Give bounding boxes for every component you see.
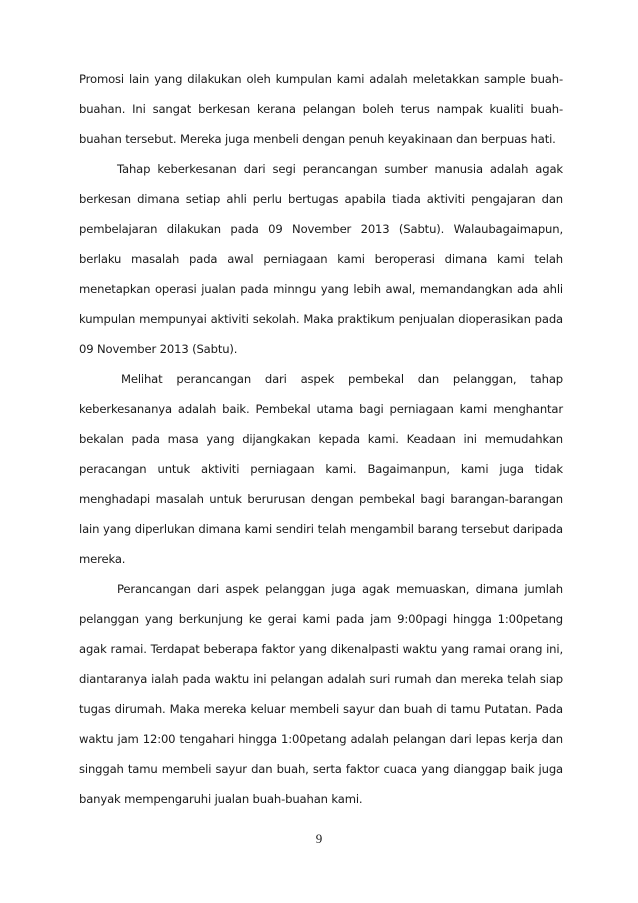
body-text	[79, 64, 563, 814]
paragraph-human-resources: Tahap keberkesanan dari segi perancangan sumber manusia adalah agak berkesan dimana setiap ahli perlu bertugas apabila tiada aktiviti pengajaran dan pembelajaran dilakukan pada 09 November 2013 (Sabtu). Walaubagaimapun, berlaku masalah pada awal perniagaan kami beroperasi dimana kami telah menetapkan operasi jualan pada minngu yang lebih awal, memandangkan ada ahli kumpulan mempunyai aktiviti sekolah. Maka praktikum penjualan dioperasikan pada 09 November 2013 (Sabtu).	[79, 162, 563, 356]
paragraph-suppliers: Melihat perancangan dari aspek pembekal dan pelanggan, tahap keberkesananya adalah baik. Pembekal utama bagi perniagaan kami menghantar bekalan pada masa yang dijangkakan kepada kami. Keadaan ini memudahkan peracangan untuk aktiviti perniagaan kami. Bagaimanpun, kami juga tidak menghadapi masalah untuk berurusan dengan pembekal bagi barangan-barangan lain yang diperlukan dimana kami sendiri telah mengambil barang tersebut daripada mereka.	[79, 372, 563, 566]
paragraph-promotion: Promosi lain yang dilakukan oleh kumpulan kami adalah meletakkan sample buah-buahan. Ini sangat berkesan kerana pelangan boleh terus nampak kualiti buah-buahan tersebut. Mereka juga menbeli dengan penuh keyakinaan dan berpuas hati.	[79, 72, 563, 146]
page-number: 9	[315, 831, 323, 846]
paragraph-customers: Perancangan dari aspek pelanggan juga agak memuaskan, dimana jumlah pelanggan yang berkunjung ke gerai kami pada jam 9:00pagi hingga 1:00petang agak ramai. Terdapat beberapa faktor yang dikenalpasti waktu yang ramai orang ini, diantaranya ialah pada waktu ini pelangan adalah suri rumah dan mereka telah siap tugas dirumah. Maka mereka keluar membeli sayur dan buah di tamu Putatan. Pada waktu jam 12:00 tengahari hingga 1:00petang adalah pelangan dari lepas kerja dan singgah tamu membeli sayur dan buah, serta faktor cuaca yang dianggap baik juga banyak mempengaruhi jualan buah-buahan kami.	[79, 582, 563, 806]
